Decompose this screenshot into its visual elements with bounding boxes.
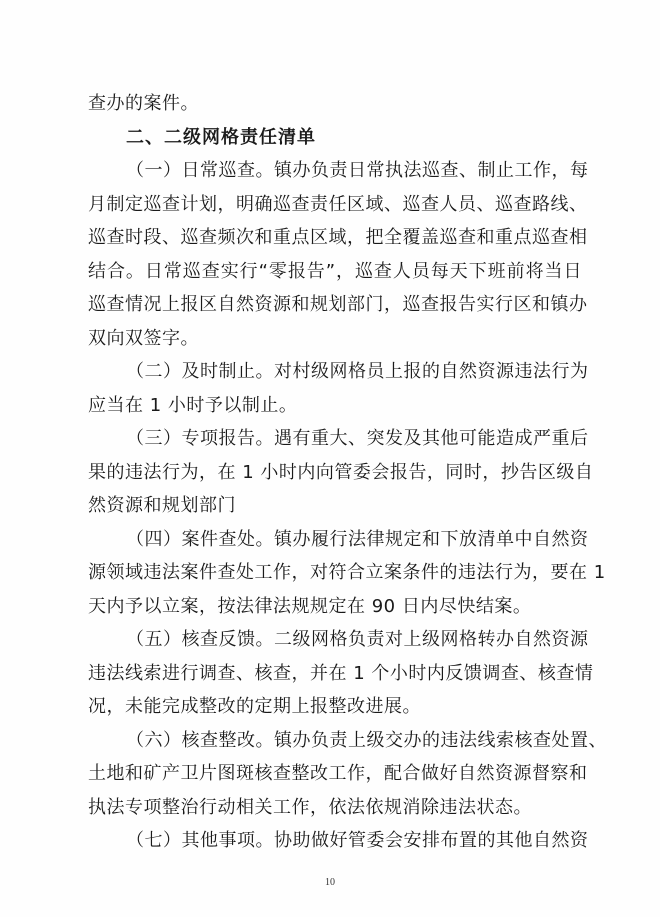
- text-line: 结合。日常巡查实行“零报告”，巡查人员每天下班前将当日: [88, 260, 582, 282]
- text-line: 土地和矿产卫片图斑核查整改工作，配合做好自然资源督察和: [88, 763, 588, 784]
- text-line: （五）核查反馈。二级网格负责对上级网格转办自然资源: [126, 629, 589, 650]
- text-line: 双向双签字。: [88, 327, 199, 349]
- text-line: （六）核查整改。镇办负责上级交办的违法线索核查处置、: [126, 729, 607, 751]
- section-heading: 二、二级网格责任清单: [126, 126, 316, 148]
- text-line: 然资源和规划部门: [88, 495, 236, 516]
- text-line: 巡查时段、巡查频次和重点区域，把全覆盖巡查和重点巡查相: [88, 227, 588, 248]
- document-body: [88, 87, 607, 858]
- text-line: 月制定巡查计划，明确巡查责任区域、巡查人员、巡查路线、: [88, 193, 588, 215]
- text-line: 天内予以立案，按法律法规规定在 90 日内尽快结案。: [88, 595, 532, 617]
- text-line: 况，未能完成整改的定期上报整改进展。: [88, 696, 421, 717]
- text-line: 执法专项整治行动相关工作，依法依规消除违法状态。: [88, 796, 532, 818]
- text-line: （四）案件查处。镇办履行法律规定和下放清单中自然资: [126, 528, 589, 550]
- text-line: （七）其他事项。协助做好管委会安排布置的其他自然资: [126, 830, 589, 851]
- text-line: 应当在 1 小时予以制止。: [88, 394, 298, 416]
- text-line: 查办的案件。: [88, 93, 199, 114]
- text-line: 源领域违法案件查处工作，对符合立案条件的违法行为，要在 1: [88, 562, 606, 583]
- page-number: 10: [325, 877, 335, 888]
- text-line: 巡查情况上报区自然资源和规划部门，巡查报告实行区和镇办: [88, 294, 588, 315]
- text-line: 果的违法行为，在 1 小时内向管委会报告，同时，抄告区级自: [88, 461, 594, 483]
- text-line: （二）及时制止。对村级网格员上报的自然资源违法行为: [126, 361, 589, 382]
- text-line: 违法线索进行调查、核查，并在 1 个小时内反馈调查、核查情: [88, 662, 594, 684]
- text-line: （三）专项报告。遇有重大、突发及其他可能造成严重后: [126, 428, 589, 449]
- text-line: （一）日常巡查。镇办负责日常执法巡查、制止工作，每: [126, 160, 589, 181]
